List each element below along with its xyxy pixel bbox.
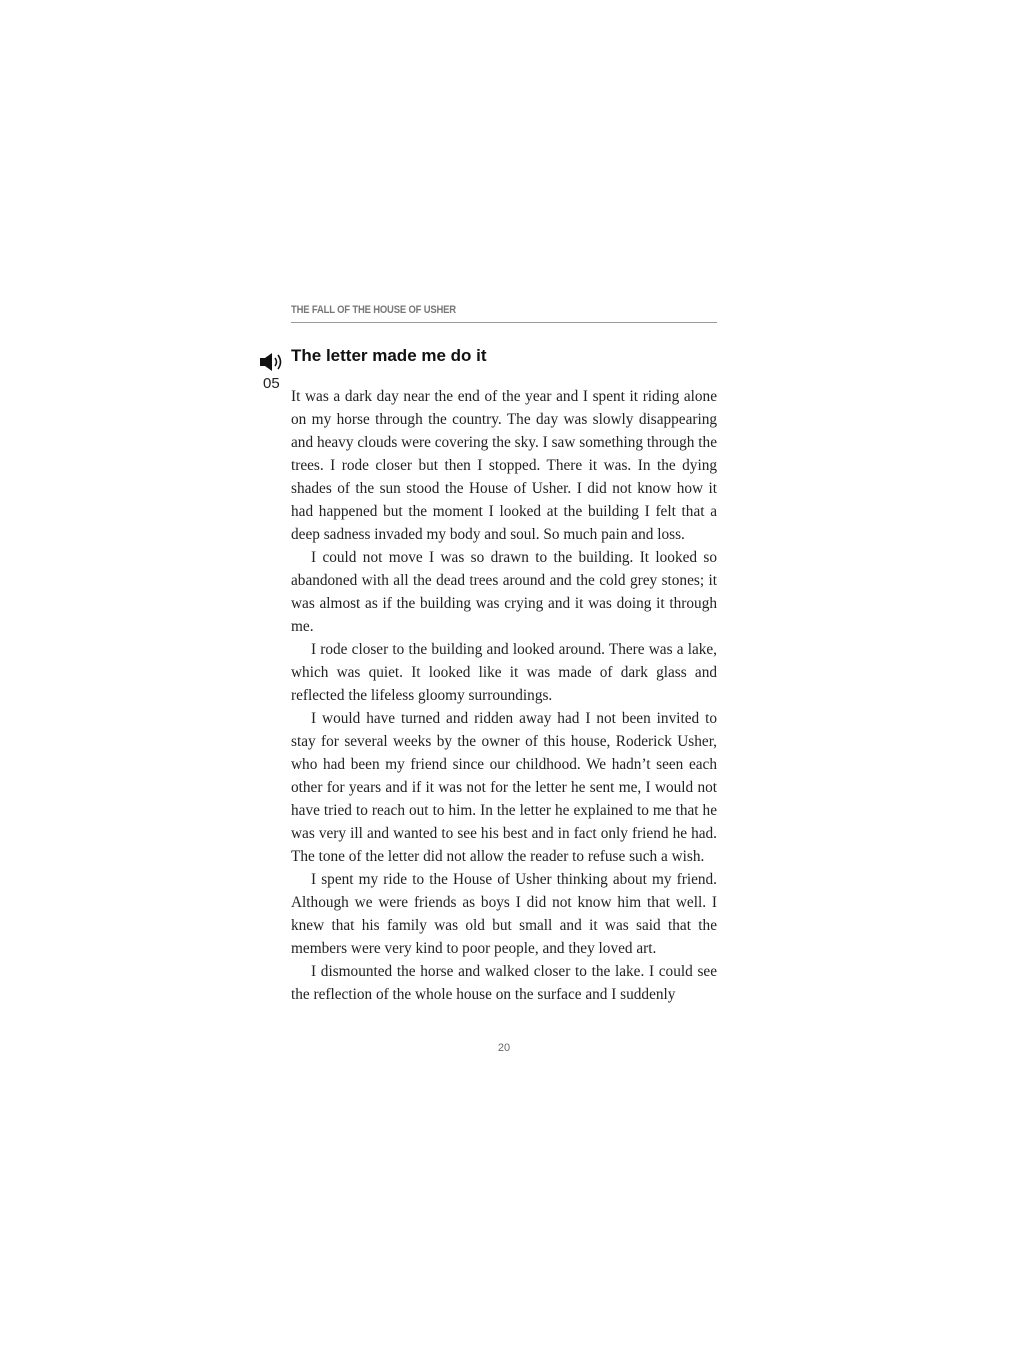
page-number: 20 [497,1042,511,1054]
paragraph: I dismounted the horse and walked closer to the lake. I could see the reflection of the whole house on the surface and I suddenly [291,963,717,1003]
chapter-title: The letter made me do it [291,346,487,365]
running-head: THE FALL OF THE HOUSE OF USHER [291,304,456,316]
paragraph: I could not move I was so drawn to the building. It looked so abandoned with all the dead trees around and the cold grey stones; it was almost as if the building was crying and it was doing it through me. [291,549,717,635]
speaker-icon[interactable] [259,351,285,373]
body-text [291,385,717,1006]
paragraph: I spent my ride to the House of Usher thinking about my friend. Although we were friends as boys I did not know him that well. I knew that his family was old but small and it was said that the members were very kind to poor people, and they loved art. [291,871,717,957]
paragraph: It was a dark day near the end of the year and I spent it riding alone on my horse through the country. The day was slowly disappearing and heavy clouds were covering the sky. I saw something through the trees. I rode closer but then I stopped. There it was. In the dying shades of the sun stood the House of Usher. I did not know how it had happened but the moment I looked at the building I felt that a deep sadness invaded my body and soul. So much pain and loss. [291,388,717,543]
paragraph: I would have turned and ridden away had I not been invited to stay for several weeks by the owner of this house, Roderick Usher, who had been my friend since our childhood. We hadn’t seen each other for years and if it was not for the letter he sent me, I would not have tried to reach out to him. In the letter he explained to me that he was very ill and wanted to see his best and in fact only friend he had. The tone of the letter did not allow the reader to refuse such a wish. [291,710,717,865]
header-divider [291,322,717,323]
paragraph: I rode closer to the building and looked around. There was a lake, which was quiet. It looked like it was made of dark glass and reflected the lifeless gloomy surroundings. [291,641,717,704]
audio-track-number: 05 [263,375,280,392]
